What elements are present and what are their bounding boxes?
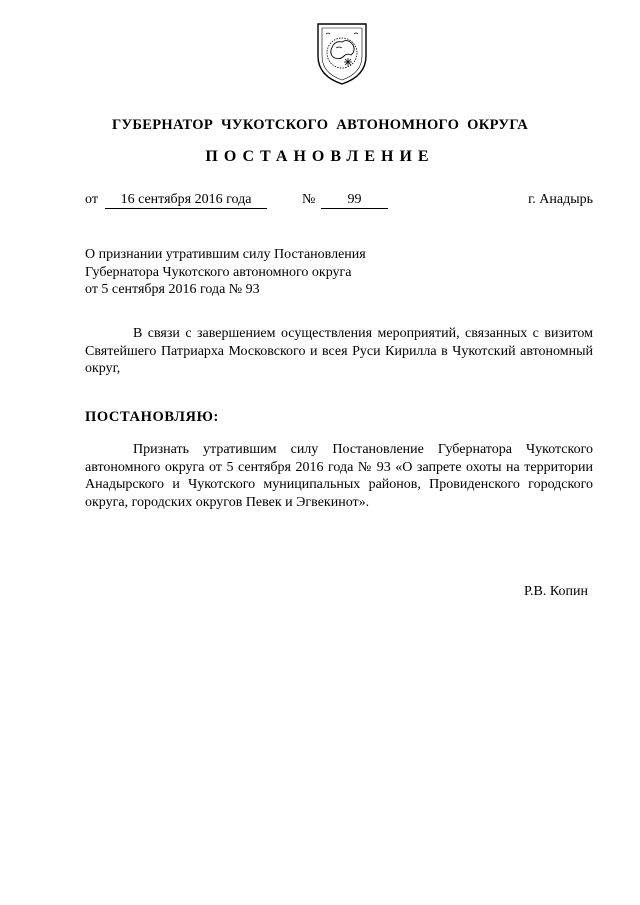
subject-line: от 5 сентября 2016 года № 93 [85, 282, 260, 297]
issuing-authority: ГУБЕРНАТОР ЧУКОТСКОГО АВТОНОМНОГО ОКРУГА [111, 117, 529, 133]
document-date: 16 сентября 2016 года [105, 192, 267, 209]
subject-line: Губернатора Чукотского автономного округа [85, 264, 352, 280]
document-number: 99 [321, 192, 388, 209]
document-type-title: ПОСТАНОВЛЕНИЕ [205, 148, 435, 165]
decree-heading: ПОСТАНОВЛЯЮ: [85, 409, 219, 425]
subject-line: О признании утратившим силу Постановления [85, 247, 366, 262]
document-subject [85, 246, 405, 299]
signatory-name: Р.В. Копин [524, 584, 588, 599]
document-meta [85, 192, 593, 214]
number-sign: № [302, 192, 316, 207]
date-prefix: от [85, 192, 98, 207]
coat-of-arms-icon [312, 20, 372, 86]
issue-city: г. Анадырь [528, 192, 593, 207]
preamble-paragraph: В связи с завершением осуществления мероприятий, связанных с визитом Святейшего Патриарха Московского и всея Руси Кирилла в Чукотский автономный округ, [85, 326, 593, 376]
decree-paragraph: Признать утратившим силу Постановление Губернатора Чукотского автономного округа от 5 сентября 2016 года № 93 «О запрете охоты на территории Анадырского и Чукотского муниципальных районов, Провиденского городского округа, городских округов Певек и Эгвекинот». [85, 442, 593, 510]
